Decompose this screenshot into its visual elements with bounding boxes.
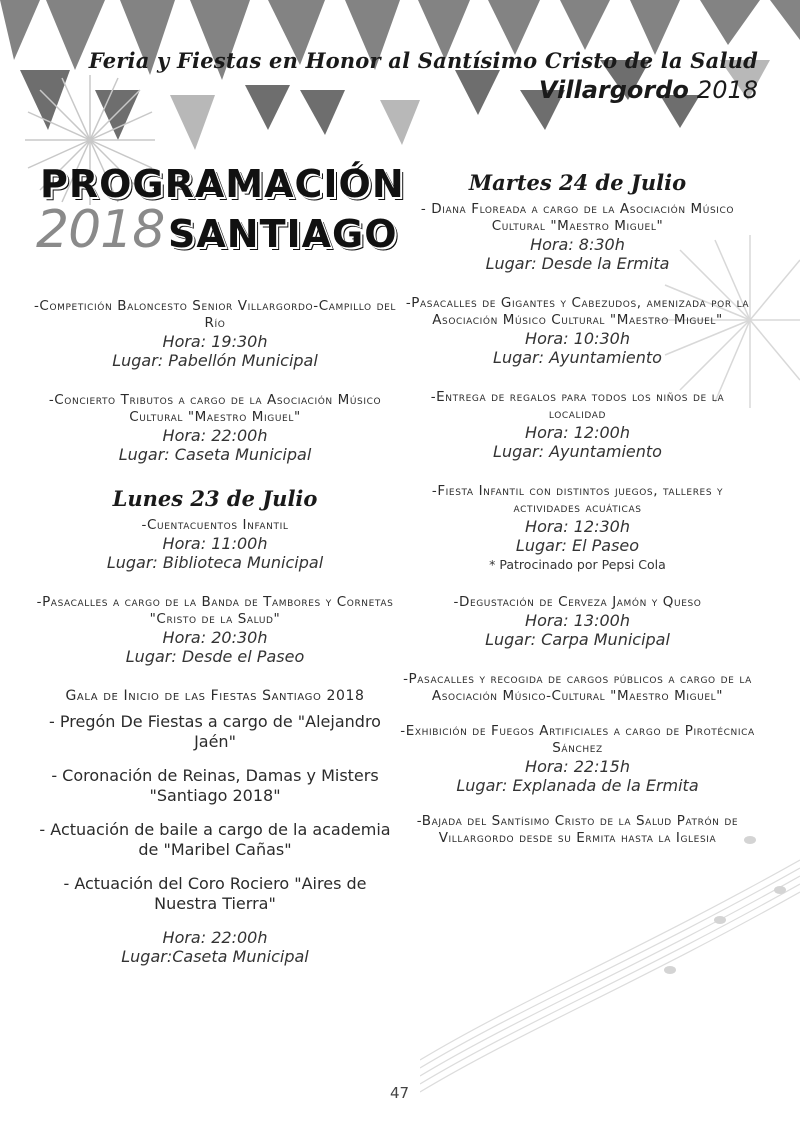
event-item [400, 389, 755, 461]
event-time: Hora: 11:00h [162, 534, 268, 553]
event-title: -Fiesta Infantil con distintos juegos, talleres y actividades acuáticas [431, 483, 724, 516]
page-number: 47 [390, 1084, 410, 1102]
event-item [400, 723, 755, 795]
event-item [400, 671, 755, 705]
event-place: Lugar: El Paseo [515, 536, 640, 555]
header-town-year [539, 76, 758, 104]
event-place: Lugar: Pabellón Municipal [112, 351, 318, 370]
event-time: Hora: 22:15h [525, 757, 630, 776]
event-title: -Cuentacuentos Infantil [141, 517, 289, 533]
gala-item: - Coronación de Reinas, Damas y Misters "Santiago 2018" [51, 766, 379, 805]
day-heading-lunes: Lunes 23 de Julio [112, 486, 318, 511]
event-item [30, 298, 400, 370]
event-title: -Competición Baloncesto Senior Villargordo-Campillo del Río [33, 298, 397, 331]
left-column [30, 298, 400, 966]
event-time: Hora: 22:00h [162, 426, 268, 445]
event-time: Hora: 8:30h [530, 235, 625, 254]
event-title: -Pasacalles de Gigantes y Cabezudos, amenizada por la Asociación Músico Cultural "Maestro Miguel" [405, 295, 750, 328]
event-time: Hora: 13:00h [525, 611, 630, 630]
event-place: Lugar: Desde el Paseo [125, 647, 305, 666]
event-time: Hora: 20:30h [162, 628, 268, 647]
page-subtitle: SANTIAGO [168, 212, 398, 256]
page-title-year: 2018 [36, 200, 165, 260]
event-place: Lugar: Caseta Municipal [118, 445, 312, 464]
header-year: 2018 [696, 76, 758, 104]
header-festival-title: Feria y Fiestas en Honor al Santísimo Cristo de la Salud [88, 48, 758, 73]
event-item [30, 392, 400, 464]
event-title: -Exhibición de Fuegos Artificiales a cargo de Pirotécnica Sánchez [400, 723, 755, 756]
event-place: Lugar: Desde la Ermita [485, 254, 670, 273]
gala-item: - Actuación del Coro Rociero "Aires de Nuestra Tierra" [63, 874, 367, 913]
gala-item: - Pregón De Fiestas a cargo de "Alejandro Jaén" [49, 712, 381, 751]
event-title: -Bajada del Santísimo Cristo de la Salud Patrón de Villargordo desde su Ermita hasta la Iglesia [416, 813, 739, 846]
gala-item: - Actuación de baile a cargo de la academia de "Maribel Cañas" [39, 820, 391, 859]
event-title: -Degustación de Cerveza Jamón y Queso [453, 594, 702, 610]
right-column [400, 170, 755, 869]
event-place: Lugar: Explanada de la Ermita [456, 776, 699, 795]
event-item [400, 594, 755, 649]
event-title: -Pasacalles y recogida de cargos públicos a cargo de la Asociación Músico-Cultural "Maestro Miguel" [403, 671, 752, 704]
event-title: -Entrega de regalos para todos los niños de la localidad [430, 389, 725, 422]
event-title: -Pasacalles a cargo de la Banda de Tambores y Cornetas "Cristo de la Salud" [36, 594, 394, 627]
event-time: Hora: 10:30h [525, 329, 630, 348]
event-place: Lugar: Biblioteca Municipal [106, 553, 324, 572]
event-item [400, 483, 755, 572]
event-item [30, 594, 400, 666]
event-place: Lugar: Carpa Municipal [485, 630, 670, 649]
event-item [400, 813, 755, 847]
gala-title: Gala de Inicio de las Fiestas Santiago 2018 [65, 688, 365, 704]
event-time: Hora: 12:30h [525, 517, 630, 536]
event-item [400, 295, 755, 367]
event-time: Hora: 19:30h [162, 332, 268, 351]
event-item [400, 201, 755, 273]
event-title: -Concierto Tributos a cargo de la Asociación Músico Cultural "Maestro Miguel" [48, 392, 382, 425]
gala-place: Lugar:Caseta Municipal [121, 947, 309, 966]
page-title: PROGRAMACIÓN [40, 162, 405, 206]
day-heading-martes: Martes 24 de Julio [468, 170, 687, 195]
event-place: Lugar: Ayuntamiento [493, 442, 662, 461]
sponsor-note: * Patrocinado por Pepsi Cola [489, 557, 666, 572]
header-town: Villargordo [538, 76, 689, 104]
event-place: Lugar: Ayuntamiento [493, 348, 662, 367]
event-title: - Diana Floreada a cargo de la Asociación Músico Cultural "Maestro Miguel" [420, 201, 735, 234]
gala-time: Hora: 22:00h [162, 928, 268, 947]
event-time: Hora: 12:00h [525, 423, 630, 442]
event-item [30, 517, 400, 572]
